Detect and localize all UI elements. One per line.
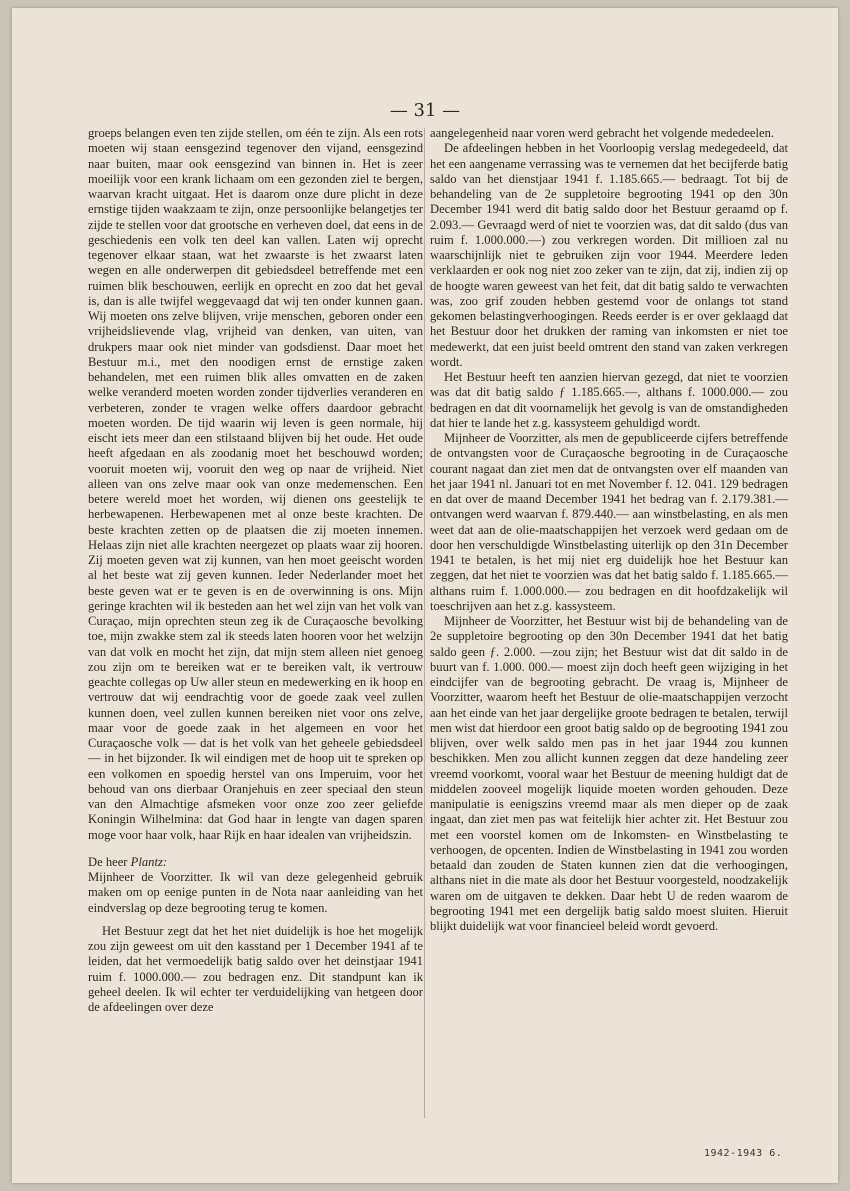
right-column	[430, 126, 788, 934]
speaker-name: Plantz:	[130, 854, 168, 869]
paragraph: Mijnheer de Voorzitter, het Bestuur wist bij de behandeling van de 2e suppletoire begrooting op den 30n December 1941 dat het batig saldo geen ƒ. 2.000. —zou zijn; het Bestuur wist dat dit saldo in de buurt van f. 1.000. 000.— moest zijn doch heeft geen wijziging in het eindcijfer van de begrooting gebracht. De vraag is, Mijnheer de Voorzitter, waarom heeft het Bestuur de olie-maatschappijen verzocht aan het einde van het jaar dergelijke groote bedragen te betalen, terwijl men wist dat hierdoor een groot batig saldo op de begrooting 1941 zou blijven, over welk saldo men pas in het jaar 1944 zou kunnen beschikken. Men zou allicht kunnen zeggen dat deze handeling zeer vreemd voorkomt, vooral waar het Bestuur de meening huldigt dat de middelen zooveel mogelijk liquide moeten worden gehouden. Deze manipulatie is eenigszins vreemd maar als men dieper op de zaak ingaat, dan ziet men pas wat feitelijk hier achter zit. Het Bestuur zou met een voorstel komen om de Inkomsten- en Winstbelasting te verhoogen, de opcenten. Indien de Winstbelasting in 1941 zou worden betaald dan zouden de Staten kunnen zien dat die verhoogingen, althans niet in die mate als door het Bestuur voorgesteld, noodzakelijk waren om de uitgaven te dekken. Daar hebt U de reden waarom de begrooting 1941 met een dergelijk batig saldo moest sluiten. Hieruit blijkt duidelijk wat voor financieel beleid wordt gevoerd.	[430, 614, 788, 933]
speaker-heading	[88, 855, 423, 870]
speaker-prefix: De heer	[88, 854, 131, 869]
column-divider	[424, 128, 425, 1118]
paragraph: Mijnheer de Voorzitter. Ik wil van deze gelegenheid gebruik maken om op eenige punten in de Nota naar aanleiding van het eindverslag op deze begrooting terug te komen.	[88, 870, 423, 915]
archive-mark: 1942-1943 6.	[704, 1148, 783, 1159]
paragraph: groeps belangen even ten zijde stellen, om één te zijn. Als een rots moeten wij staan eensgezind tegenover den vijand, eensgezind naar buiten, maar ook eensgezind van binnen in. Het is zeer moeilijk voor een krank lichaam om een gezonden ziel te bergen, waarvan kracht uitgaat. Het is daarom onze dure plicht in deze ernstige tijden waakzaam te zijn, onze persoonlijke belangetjes ter zijde te stellen voor dat grootsche en verheven doel, dat eens in de geschiedenis een volk ten deel kan vallen. Laten wij oprecht tegenover elkaar staan, wat het zwaarste is het zwaarst laten wegen en alle onderwerpen dit gebiedsdeel betreffende met een ruimen blik beschouwen, eerlijk en oprecht en zoo dat het geval is, dan is alle twijfel weggevaagd dat wij ten onder kunnen gaan. Wij moeten ons zelve blijven, vrije menschen, geboren onder een vrijheidslievende vlag, vrijheid van denken, van uiten, van drukpers maar ook niet minder van godsdienst. Daar moet het Bestuur m.i., met den noodigen ernst de ernstige zaken behandelen, met een ruimen blik alles omvatten en de zaken welke veranderd moeten worden zonder tijdverlies veranderen en verbeteren, zonder te vragen welke offers daardoor gebracht moeten worden. De tijd waarin wij leven is geen normale, hij eischt iets meer dan een stilstaand blijven bij het oude. Het oude heeft afgedaan en als zoodanig moet het beschouwd worden; vooruit moeten wij, vooruit den weg op naar de vrijheid. Niet alleen van ons zelve maar ook van onze medemenschen. Een betere wereld moet het worden, wij dienen ons geestelijk te herbewapenen. Herbewapenen met al onze beste krachten. De beste krachten zetten op de plaatsen die zij moeten innemen. Helaas zijn niet alle krachten neergezet op plaats waar zij hooren. Zij moeten geven wat zij kunnen, van hen moet geeischt worden al het beste wat zij geven kunnen. Ieder Nederlander moet het beste geven wat er te geven is en de overwinning is ons. Mijn geringe krachten wil ik besteden aan het wel zijn van het volk van Curaçao, mijn oprechten steun zeg ik de Curaçaosche bevolking toe, mijn zwakke stem zal ik steeds laten hooren voor het welzijn van dat volk en mocht het zijn, dat mijn stem alleen niet genoeg zou zijn om te bereiken wat er te bereiken valt, ik vertrouw geachte collegas op Uw aller steun en medewerking en ik hoop en vertrouw dat wij eendrachtig voor de goede zaak veel zullen kunnen doen, veel zullen kunnen bereiken niet voor ons zelve, maar voor de goede zaak in het algemeen en voor het Curaçaosche volk — dat is het volk van het geheele gebiedsdeel — in het bijzonder. Ik wil eindigen met de hoop uit te spreken op een volkomen en spoedig herstel van ons Imperuim, voor het behoud van ons dierbaar Oranjehuis en zeer speciaal den steun van den Almachtige afsmeken voor onze zoo zeer geliefde Koningin Wilhelmina: dat God haar in lengte van dagen sparen moge voor haar volk, haar Rijk en haar idealen van vrijheidszin.	[88, 126, 423, 842]
paragraph: Het Bestuur heeft ten aanzien hiervan gezegd, dat niet te voorzien was dat dit batig saldo ƒ 1.185.665.—, althans f. 1000.000.— zou bedragen en dat dit voornamelijk het gevolg is van de omstandigheden dat hier te lande het z.g. kassysteem gehuldigd wordt.	[430, 370, 788, 430]
document-page	[12, 8, 838, 1183]
left-column	[88, 126, 423, 1015]
paragraph: aangelegenheid naar voren werd gebracht het volgende mededeelen.	[430, 126, 775, 140]
paragraph: De afdeelingen hebben in het Voorloopig verslag medegedeeld, dat het een aangename verrassing was te vernemen dat het becijferde batig saldo van het dienstjaar 1941 f. 1.185.665.— bedraagt. Tot bij de behandeling van de 2e suppletoire begrooting 1941 op den 30n December 1941 werd dit batig saldo door het Bestuur geraamd op f. 2.093.— Gevraagd werd of niet te voorzien was, dat dit saldo (dus van ruim f. 1.000.000.—) zou verkregen worden. Dit millioen zal nu waarschijnlijk niet te gebruiken zijn voor 1944. Meerdere leden verklaarden er ook nog niet zoo zeker van te zijn, dat zij, indien zij op de hoogte waren geweest van het feit, dat dit batig saldo te verwachten was, zoo grif zouden hebben gestemd voor de onlangs tot stand gekomen belastingverhoogingen. Reeds eerder is er over geklaagd dat het Bestuur door het drukken der raming van inkomsten er niet toe medewerkt, dat een juist beeld omtrent den stand van zaken verkregen wordt.	[430, 141, 788, 369]
paragraph: Het Bestuur zegt dat het het niet duidelijk is hoe het mogelijk zou zijn geweest om uit den kasstand per 1 December 1941 af te leiden, dat het vermoedelijk batig saldo over het deinstjaar 1941 ruim f. 1000.000.— zou bedragen enz. Dit standpunt kan ik geheel deelen. Ik wil echter ter verduidelijking van hetgeen door de afdeelingen over deze	[88, 923, 423, 1014]
page-number: — 31 —	[389, 100, 461, 121]
paragraph: Mijnheer de Voorzitter, als men de gepubliceerde cijfers betreffende de ontvangsten voor de Curaçaosche begrooting in de Curaçaosche courant nagaat dan ziet men dat de ontvangsten over elf maanden van het jaar 1941 nl. Januari tot en met November f. 12. 041. 129 bedragen en dat over de maand December 1941 het bedrag van f. 2.179.381.— ontvangen werd waarvan f. 879.440.— aan winstbelasting, en als men weet dat aan de olie-maatschappijen het verzoek werd gedaan om de door hen verschuldigde Winstbelasting uiterlijk op den 31n December 1941 te betalen, is het mij niet erg duidelijk hoe het Bestuur kan zeggen, dat het niet te voorzien was dat het batig saldo f. 1.185.665.— althans ruim f. 1.000.000.— zou bedragen en dit hoofdzakelijk wil toeschrijven aan het z.g. kassysteem.	[430, 431, 788, 613]
